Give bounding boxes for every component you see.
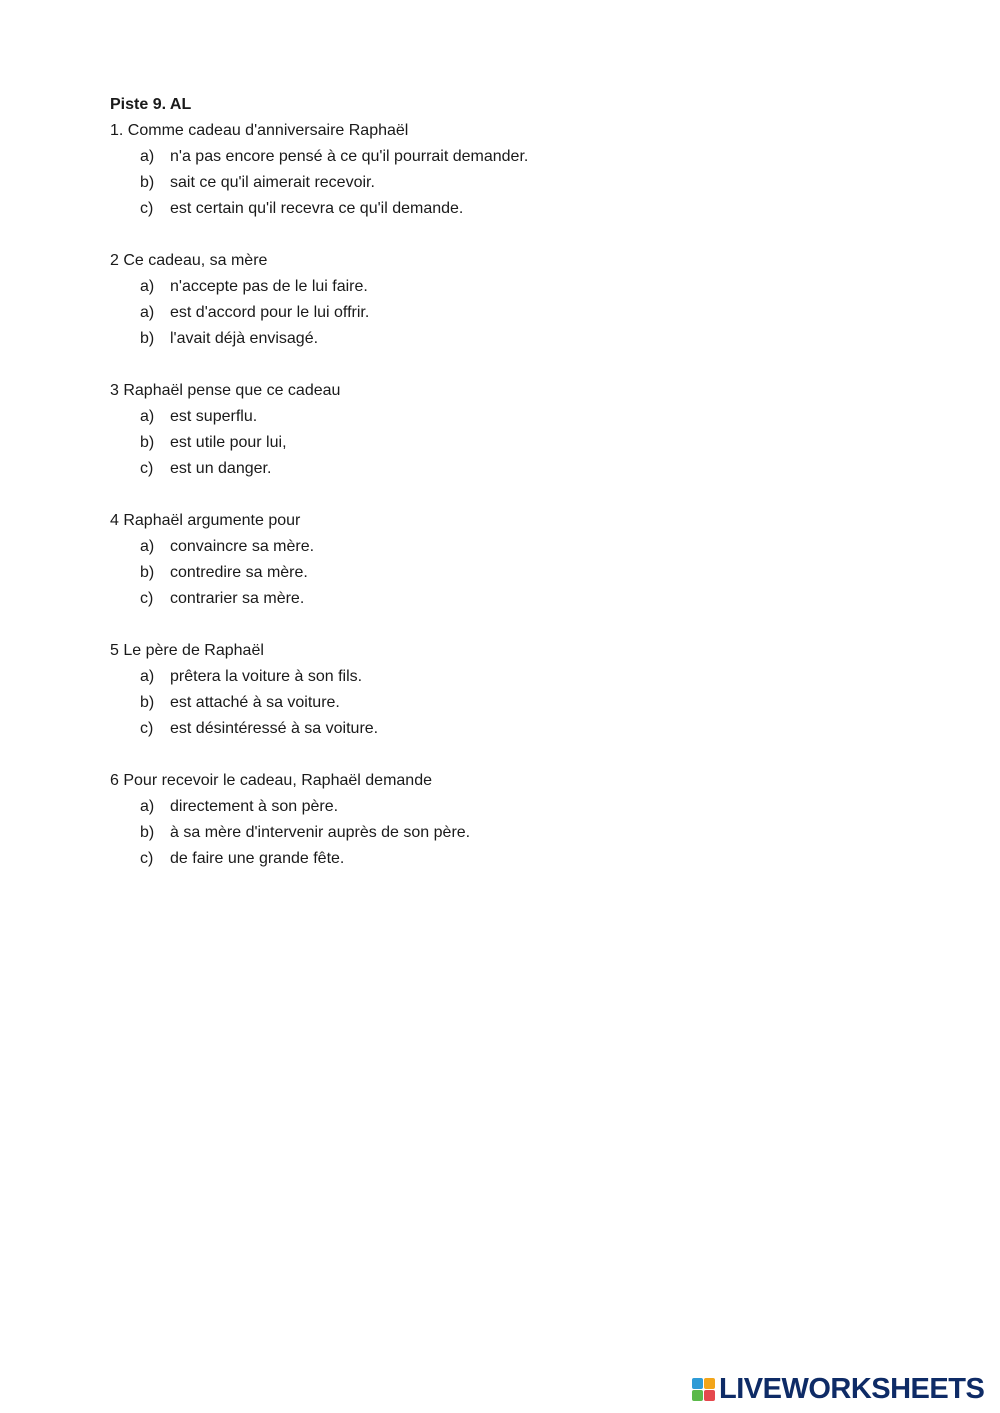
option-text: l'avait déjà envisagé. bbox=[170, 330, 319, 347]
answer-options bbox=[110, 404, 930, 482]
option-letter: a) bbox=[140, 538, 155, 555]
worksheet-title: Piste 9. AL bbox=[110, 96, 192, 113]
question-1 bbox=[110, 118, 930, 222]
answer-options bbox=[110, 794, 930, 872]
option-text: est désintéressé à sa voiture. bbox=[170, 720, 379, 737]
option-letter: a) bbox=[140, 408, 155, 425]
option-text: est attaché à sa voiture. bbox=[170, 694, 340, 711]
option-letter: b) bbox=[140, 824, 155, 841]
option-text: contrarier sa mère. bbox=[170, 590, 305, 607]
answer-option[interactable] bbox=[110, 846, 930, 872]
answer-option[interactable] bbox=[110, 560, 930, 586]
answer-option[interactable] bbox=[110, 326, 930, 352]
question-text: 2 Ce cadeau, sa mère bbox=[110, 252, 268, 269]
option-letter: b) bbox=[140, 330, 155, 347]
liveworksheets-brand bbox=[692, 1373, 984, 1405]
logo-square bbox=[704, 1390, 715, 1401]
answer-option[interactable] bbox=[110, 430, 930, 456]
logo-square bbox=[704, 1378, 715, 1389]
option-letter: c) bbox=[140, 590, 154, 607]
answer-option[interactable] bbox=[110, 300, 930, 326]
option-letter: b) bbox=[140, 174, 155, 191]
answer-option[interactable] bbox=[110, 274, 930, 300]
answer-option[interactable] bbox=[110, 664, 930, 690]
question-2 bbox=[110, 248, 930, 352]
option-letter: a) bbox=[140, 304, 155, 321]
option-text: contredire sa mère. bbox=[170, 564, 308, 581]
option-text: directement à son père. bbox=[170, 798, 339, 815]
option-letter: b) bbox=[140, 694, 155, 711]
answer-option[interactable] bbox=[110, 794, 930, 820]
option-text: prêtera la voiture à son fils. bbox=[170, 668, 363, 685]
answer-option[interactable] bbox=[110, 716, 930, 742]
option-letter: c) bbox=[140, 460, 154, 477]
liveworksheets-logo-icon bbox=[692, 1378, 715, 1401]
answer-options bbox=[110, 534, 930, 612]
option-letter: b) bbox=[140, 434, 155, 451]
option-letter: a) bbox=[140, 148, 155, 165]
answer-option[interactable] bbox=[110, 144, 930, 170]
question-5 bbox=[110, 638, 930, 742]
answer-option[interactable] bbox=[110, 196, 930, 222]
option-text: est utile pour lui, bbox=[170, 434, 287, 451]
logo-square bbox=[692, 1390, 703, 1401]
answer-options bbox=[110, 274, 930, 352]
option-letter: a) bbox=[140, 798, 155, 815]
question-3 bbox=[110, 378, 930, 482]
option-text: de faire une grande fête. bbox=[170, 850, 345, 867]
option-text: est un danger. bbox=[170, 460, 272, 477]
answer-option[interactable] bbox=[110, 456, 930, 482]
option-text: sait ce qu'il aimerait recevoir. bbox=[170, 174, 375, 191]
answer-option[interactable] bbox=[110, 820, 930, 846]
answer-option[interactable] bbox=[110, 586, 930, 612]
answer-options bbox=[110, 664, 930, 742]
option-letter: a) bbox=[140, 278, 155, 295]
question-text: 1. Comme cadeau d'anniversaire Raphaël bbox=[110, 122, 409, 139]
option-letter: b) bbox=[140, 564, 155, 581]
question-4 bbox=[110, 508, 930, 612]
question-text: 4 Raphaël argumente pour bbox=[110, 512, 301, 529]
option-letter: c) bbox=[140, 850, 154, 867]
answer-option[interactable] bbox=[110, 690, 930, 716]
option-text: à sa mère d'intervenir auprès de son père. bbox=[170, 824, 471, 841]
option-letter: a) bbox=[140, 668, 155, 685]
answer-options bbox=[110, 144, 930, 222]
option-text: est superflu. bbox=[170, 408, 258, 425]
option-text: n'accepte pas de le lui faire. bbox=[170, 278, 368, 295]
option-letter: c) bbox=[140, 200, 154, 217]
worksheet bbox=[110, 92, 930, 898]
option-text: n'a pas encore pensé à ce qu'il pourrait demander. bbox=[170, 148, 529, 165]
question-text: 6 Pour recevoir le cadeau, Raphaël demande bbox=[110, 772, 432, 789]
answer-option[interactable] bbox=[110, 170, 930, 196]
question-6 bbox=[110, 768, 930, 872]
question-text: 5 Le père de Raphaël bbox=[110, 642, 264, 659]
option-letter: c) bbox=[140, 720, 154, 737]
logo-square bbox=[692, 1378, 703, 1389]
question-text: 3 Raphaël pense que ce cadeau bbox=[110, 382, 341, 399]
option-text: est d'accord pour le lui offrir. bbox=[170, 304, 370, 321]
option-text: est certain qu'il recevra ce qu'il demande. bbox=[170, 200, 464, 217]
answer-option[interactable] bbox=[110, 534, 930, 560]
option-text: convaincre sa mère. bbox=[170, 538, 315, 555]
brand-wordmark: LIVEWORKSHEETS bbox=[719, 1372, 985, 1405]
answer-option[interactable] bbox=[110, 404, 930, 430]
